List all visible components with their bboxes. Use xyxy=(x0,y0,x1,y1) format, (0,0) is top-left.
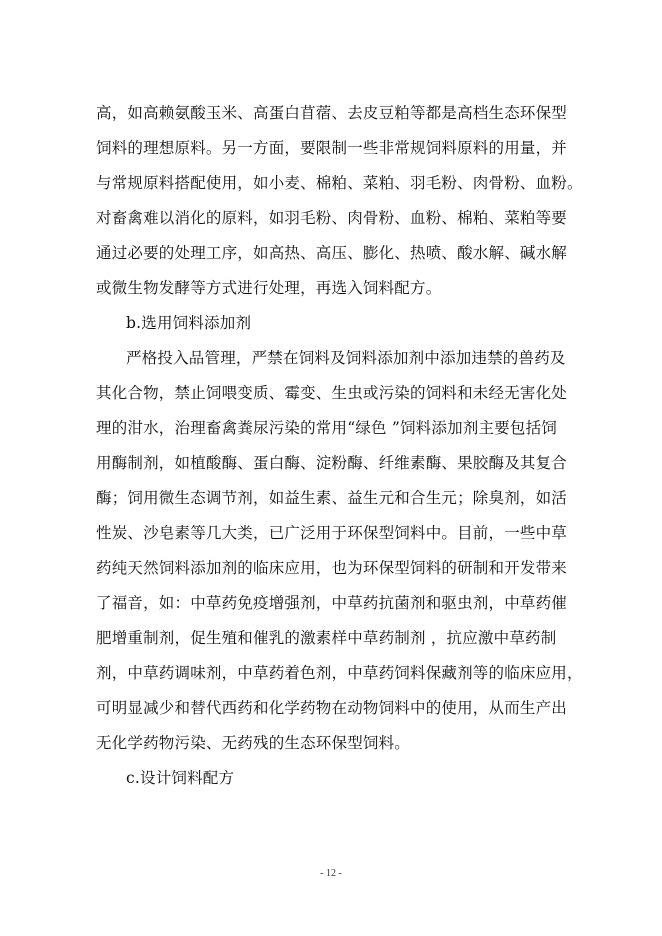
text-line: 或微生物发酵等方式进行处理，再选入饲料配方。 xyxy=(96,279,442,297)
text-line: 其化合物，禁止饲喂变质、霉变、生虫或污染的饲料和未经无害化处 xyxy=(96,384,568,402)
text-line: 酶；饲用微生态调节剂，如益生素、益生元和合生元；除臭剂，如活 xyxy=(96,489,568,507)
text-line: 药纯天然饲料添加剂的临床应用，也为环保型饲料的研制和开发带来 xyxy=(96,559,568,577)
text-line: 对畜禽难以消化的原料，如羽毛粉、肉骨粉、血粉、棉粕、菜粕等要 xyxy=(96,209,568,227)
section-heading: b.选用饲料添加剂 xyxy=(126,314,252,332)
text-line: 理的泔水，治理畜禽粪尿污染的常用“绿色 ”饲料添加剂主要包括饲 xyxy=(96,419,557,437)
text-line: 通过必要的处理工序，如高热、高压、膨化、热喷、酸水解、碱水解 xyxy=(96,244,568,262)
section-heading: c.设计饲料配方 xyxy=(126,769,235,787)
text-line: 高，如高赖氨酸玉米、高蛋白苜蓿、去皮豆粕等都是高档生态环保型 xyxy=(96,104,568,122)
body-text xyxy=(96,96,583,796)
text-line: 饲料的理想原料。另一方面，要限制一些非常规饲料原料的用量，并 xyxy=(96,139,568,157)
page-number: - 12 - xyxy=(320,868,342,879)
text-line: 性炭、沙皂素等几大类，已广泛用于环保型饲料中。目前，一些中草 xyxy=(96,524,568,542)
text-line: 可明显减少和替代西药和化学药物在动物饲料中的使用，从而生产出 xyxy=(96,699,568,717)
text-line: 无化学药物污染、无药残的生态环保型饲料。 xyxy=(96,734,411,752)
text-line: 了福音，如：中草药免疫增强剂，中草药抗菌剂和驱虫剂，中草药催 xyxy=(96,594,568,612)
text-line: 剂，中草药调味剂，中草药着色剂，中草药饲料保藏剂等的临床应用， xyxy=(96,664,583,682)
text-line: 用酶制剂，如植酸酶、蛋白酶、淀粉酶、纤维素酶、果胶酶及其复合 xyxy=(96,454,568,472)
paragraph-first-line: 严格投入品管理，严禁在饲料及饲料添加剂中添加违禁的兽药及 xyxy=(126,349,566,367)
text-line: 肥增重制剂，促生殖和催乳的激素样中草药制剂 ，抗应激中草药制 xyxy=(96,629,557,647)
text-line: 与常规原料搭配使用，如小麦、棉粕、菜粕、羽毛粉、肉骨粉、血粉。 xyxy=(96,174,583,192)
